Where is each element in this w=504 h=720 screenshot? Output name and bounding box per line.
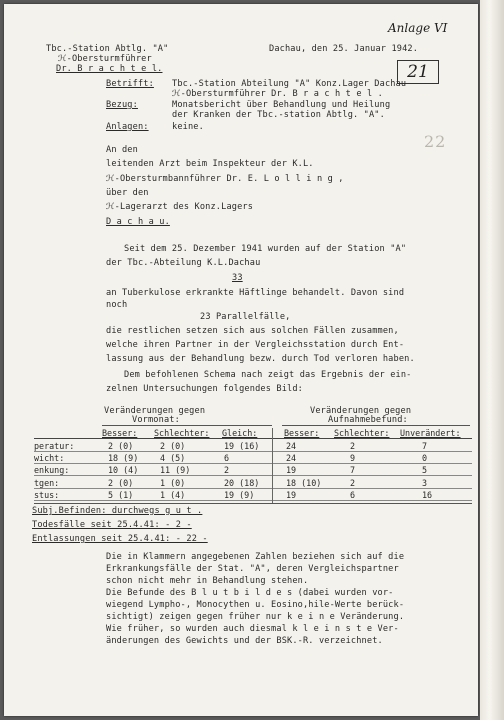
cell-vormonat-schlechter: 1 (0) — [160, 478, 186, 488]
header-right-besser: Besser: — [284, 428, 320, 438]
anlagen-value: keine. — [172, 122, 204, 132]
body-p2-line-2: noch — [106, 300, 128, 310]
cell-vormonat-besser: 18 (9) — [108, 453, 139, 463]
closing-line-2: Erkrankungsfälle der Stat. "A", deren Vergleichspartner — [106, 564, 399, 574]
rule-left-top — [102, 425, 272, 426]
handwritten-annotation: Anlage VI — [388, 21, 448, 35]
closing-line-5: wiegend Lympho-, Monocythen u. Eosino,hile-Werte berück- — [106, 600, 405, 610]
group-right-title: Veränderungen gegen — [310, 406, 412, 416]
vertical-divider — [272, 428, 273, 503]
cell-aufnahme-besser: 19 — [286, 465, 297, 475]
cell-aufnahme-schlechter: 7 — [350, 465, 356, 475]
body-p1-line-2: der Tbc.-Abteilung K.L.Dachau — [106, 258, 261, 268]
sender-line-1: Tbc.-Station Abtlg. "A" — [46, 44, 169, 54]
body-p3-line-2: welche ihren Partner in der Vergleichsstation durch Ent- — [106, 340, 405, 350]
row-label: wicht: — [34, 453, 65, 463]
row-rule — [34, 475, 472, 476]
patient-count: 33 — [232, 273, 243, 283]
cell-vormonat-gleich: 19 (16) — [224, 441, 260, 451]
cell-aufnahme-unveraendert: 3 — [422, 478, 428, 488]
row-rule — [34, 500, 472, 501]
footer-line-3: Entlassungen seit 25.4.41: - 22 - — [32, 534, 208, 544]
parallel-cases: 23 Parallelfälle, — [200, 312, 291, 322]
faint-page-number: 22 — [424, 132, 447, 151]
address-line-3: ℋ-Obersturmbannführer Dr. E. L o l l i n g , — [106, 174, 344, 184]
cell-aufnahme-schlechter: 9 — [350, 453, 356, 463]
group-left-subtitle: Vormonat: — [132, 415, 180, 425]
footer-line-1: Subj.Befinden: durchwegs g u t . — [32, 506, 203, 516]
header-right-schlechter: Schlechter: — [334, 428, 390, 438]
sender-line-3: Dr. B r a c h t e l. — [56, 64, 163, 74]
date-line: Dachau, den 25. Januar 1942. — [269, 44, 419, 54]
cell-aufnahme-unveraendert: 7 — [422, 441, 428, 451]
cell-vormonat-gleich: 20 (18) — [224, 478, 260, 488]
cell-aufnahme-schlechter: 2 — [350, 478, 356, 488]
header-left-gleich: Gleich: — [222, 428, 258, 438]
row-rule — [34, 451, 472, 452]
row-rule — [34, 463, 472, 464]
cell-vormonat-gleich: 6 — [224, 453, 230, 463]
cell-vormonat-besser: 10 (4) — [108, 465, 139, 475]
anlagen-label: Anlagen: — [106, 122, 149, 132]
sender-line-2: ℋ-Obersturmführer — [58, 54, 152, 64]
closing-line-3: schon nicht mehr in Behandlung stehen. — [106, 576, 309, 586]
cell-vormonat-besser: 2 (0) — [108, 441, 134, 451]
document-page — [4, 4, 478, 716]
address-line-5: ℋ-Lagerarzt des Konz.Lagers — [106, 202, 254, 212]
body-p4-line-2: zelnen Untersuchungen folgendes Bild: — [106, 384, 303, 394]
closing-line-8: änderungen des Gewichts und der BSK.-R. verzeichnet. — [106, 636, 383, 646]
body-p2-line-1: an Tuberkulose erkrankte Häftlinge behandelt. Davon sind — [106, 288, 405, 298]
body-p3-line-3: lassung aus der Behandlung bezw. durch Tod verloren haben. — [106, 354, 415, 364]
header-left-besser: Besser: — [102, 428, 138, 438]
page-number-box: 21 — [397, 60, 439, 84]
body-p1-line-1: Seit dem 25. Dezember 1941 wurden auf der Station "A" — [124, 244, 407, 254]
betrifft-line-2: ℋ-Obersturmführer Dr. B r a c h t e l . — [172, 89, 383, 99]
header-left-schlechter: Schlechter: — [154, 428, 210, 438]
row-label: peratur: — [34, 441, 75, 451]
header-rule — [34, 438, 472, 439]
footer-top-rule — [34, 503, 472, 504]
address-line-1: An den — [106, 145, 138, 155]
cell-aufnahme-besser: 24 — [286, 453, 297, 463]
footer-line-2: Todesfälle seit 25.4.41: - 2 - — [32, 520, 192, 530]
cell-aufnahme-unveraendert: 16 — [422, 490, 433, 500]
group-right-subtitle: Aufnahmebefund: — [328, 415, 408, 425]
cell-aufnahme-besser: 19 — [286, 490, 297, 500]
row-label: tgen: — [34, 478, 60, 488]
cell-aufnahme-schlechter: 6 — [350, 490, 356, 500]
row-label: enkung: — [34, 465, 70, 475]
cell-vormonat-schlechter: 1 (4) — [160, 490, 186, 500]
bezug-label: Bezug: — [106, 100, 138, 110]
address-line-6: D a c h a u. — [106, 217, 170, 227]
cell-aufnahme-schlechter: 2 — [350, 441, 356, 451]
body-p4-line-1: Dem befohlenen Schema nach zeigt das Ergebnis der ein- — [124, 370, 412, 380]
cell-vormonat-besser: 2 (0) — [108, 478, 134, 488]
row-rule — [34, 488, 472, 489]
cell-vormonat-schlechter: 2 (0) — [160, 441, 186, 451]
closing-line-4: Die Befunde des B l u t b i l d e s (dabei wurden vor- — [106, 588, 394, 598]
cell-aufnahme-besser: 24 — [286, 441, 297, 451]
cell-aufnahme-unveraendert: 5 — [422, 465, 428, 475]
address-line-4: über den — [106, 188, 149, 198]
closing-line-6: sichtigt) zeigen gegen früher nur k e i n e Veränderung. — [106, 612, 405, 622]
closing-line-1: Die in Klammern angegebenen Zahlen beziehen sich auf die — [106, 552, 405, 562]
address-line-2: leitenden Arzt beim Inspekteur der K.L. — [106, 159, 314, 169]
group-left-title: Veränderungen gegen — [104, 406, 206, 416]
body-p3-line-1: die restlichen setzen sich aus solchen Fällen zusammen, — [106, 326, 399, 336]
bezug-line-1: Monatsbericht über Behandlung und Heilung — [172, 100, 391, 110]
cell-vormonat-schlechter: 4 (5) — [160, 453, 186, 463]
closing-line-7: Wie früher, so wurden auch diesmal k l e i n s t e Ver- — [106, 624, 399, 634]
cell-vormonat-schlechter: 11 (9) — [160, 465, 191, 475]
cell-vormonat-gleich: 2 — [224, 465, 230, 475]
binding-edge — [480, 0, 504, 720]
betrifft-label: Betrifft: — [106, 79, 154, 89]
header-right-unveraendert: Unverändert: — [400, 428, 461, 438]
row-label: stus: — [34, 490, 60, 500]
cell-vormonat-besser: 5 (1) — [108, 490, 134, 500]
cell-aufnahme-unveraendert: 0 — [422, 453, 428, 463]
cell-aufnahme-besser: 18 (10) — [286, 478, 322, 488]
bezug-line-2: der Kranken der Tbc.-station Abtlg. "A". — [172, 110, 385, 120]
cell-vormonat-gleich: 19 (9) — [224, 490, 255, 500]
rule-right-top — [282, 425, 470, 426]
betrifft-line-1: Tbc.-Station Abteilung "A" Konz.Lager Dachau — [172, 79, 407, 89]
